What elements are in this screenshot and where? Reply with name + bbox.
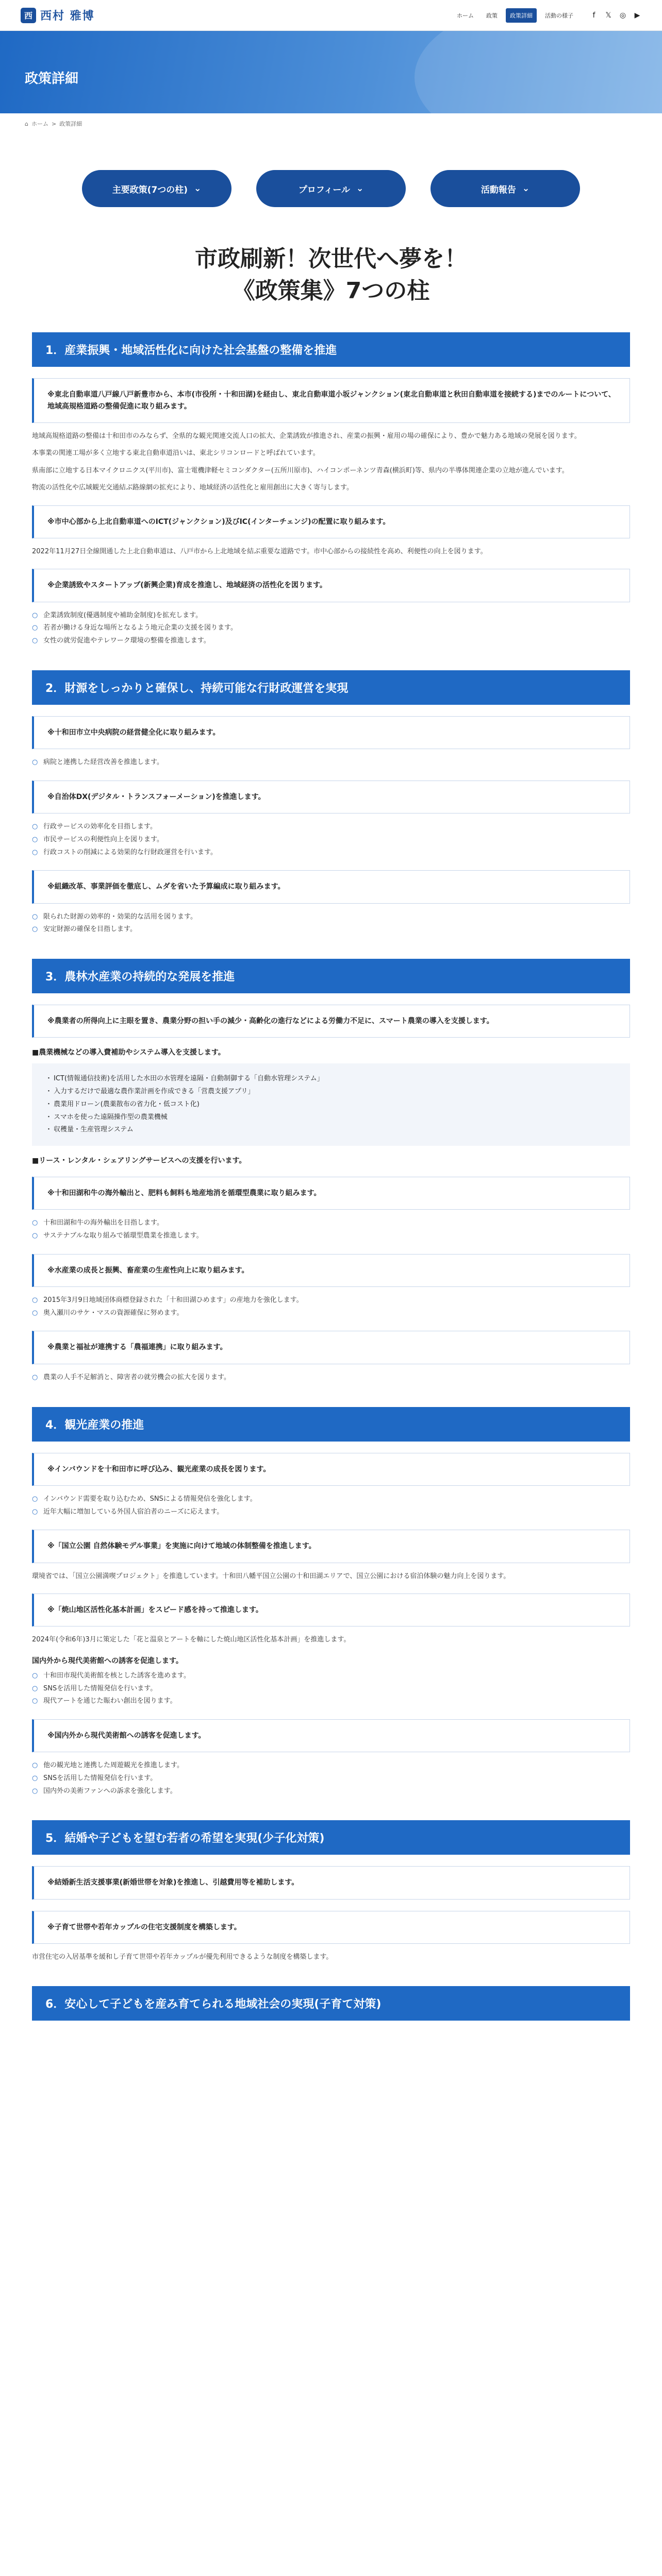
list-item: ○ 行政コストの削減による効果的な行財政運営を行います。 bbox=[32, 846, 630, 859]
policy-box: ※組織改革、事業評価を徹底し、ムダを省いた予算編成に取り組みます。 bbox=[32, 870, 630, 903]
policy-box: ※「焼山地区活性化基本計画」をスピード感を持って推進します。 bbox=[32, 1594, 630, 1626]
checklist bbox=[32, 1493, 630, 1518]
youtube-icon[interactable]: ▶ bbox=[634, 11, 640, 20]
list-item: ○ 女性の就労促進やテレワーク環境の整備を推進します。 bbox=[32, 635, 630, 648]
headline-line2: 《政策集》7つの柱 bbox=[232, 277, 430, 304]
paragraph: 環境省では、「国立公園満喫プロジェクト」を推進しています。十和田八幡平国立公園の十和田湖エリアで、国立公園における宿泊体験の魅力向上を図ります。 bbox=[32, 1572, 510, 1580]
section-6-title: 6．安心して子どもを産み育てられる地域社会の実現(子育て対策) bbox=[32, 1986, 630, 2021]
checklist bbox=[32, 756, 630, 769]
home-icon: ⌂ bbox=[25, 120, 28, 127]
policy-box: ※東北自動車道八戸線八戸新豊市から、本市(市役所・十和田湖)を経由し、東北自動車道小坂ジャンクション(東北自動車道と秋田自動車道を接続する)までのルートについて、地域高規格道路の整備促進に取り組みます。 bbox=[32, 378, 630, 423]
list-item: ○ 十和田湖和牛の海外輸出を目指します。 bbox=[32, 1217, 630, 1230]
section-3-title: 3．農林水産業の持続的な発展を推進 bbox=[32, 959, 630, 993]
nav-policy[interactable]: 政策 bbox=[486, 12, 498, 19]
list-item: ○ 市民サービスの利便性向上を図ります。 bbox=[32, 834, 630, 846]
policy-box: ※農業と福祉が連携する「農福連携」に取り組みます。 bbox=[32, 1331, 630, 1364]
breadcrumb-current: 政策詳細 bbox=[59, 121, 82, 127]
list-item: ○ 行政サービスの効率化を目指します。 bbox=[32, 821, 630, 834]
social-links bbox=[590, 11, 641, 20]
paragraph: 本事業の関連工場が多く立地する東北自動車道沿いは、東北シリコンロードと呼ばれています。 bbox=[32, 449, 320, 457]
checklist bbox=[32, 821, 630, 859]
checklist bbox=[32, 1759, 630, 1798]
policy-box: ※十和田湖和牛の海外輸出と、肥料も飼料も地産地消を循環型農業に取り組みます。 bbox=[32, 1177, 630, 1210]
paragraph: 物流の活性化や広域観光交通結ぶ路線網の拡充により、地域経済の活性化と雇用創出に大きく寄与します。 bbox=[32, 484, 353, 492]
paragraph: 県南部に立地する日本マイクロニクス(平川市)、富士電機津軽セミコンダクター(五所川原市)、ハイコンポーネンツ青森(横浜町)等、県内の半導体関連企業の立地が進んでいます。 bbox=[32, 466, 569, 474]
list-item: ・ 入力するだけで最適な農作業計画を作成できる「営農支援アプリ」 bbox=[45, 1086, 617, 1098]
policy-box: ※国内外から現代美術館への誘客を促進します。 bbox=[32, 1719, 630, 1752]
checklist bbox=[32, 1670, 630, 1708]
section-pills bbox=[0, 170, 662, 207]
policy-pill-button[interactable] bbox=[82, 170, 231, 207]
main-headline bbox=[0, 243, 662, 307]
profile-pill-button[interactable] bbox=[256, 170, 406, 207]
breadcrumb-home[interactable]: ホーム bbox=[31, 121, 48, 127]
list-item: ○ 企業誘致制度(優遇制度や補助金制度)を拡充します。 bbox=[32, 609, 630, 622]
policy-pill-label: 主要政策(7つの柱) bbox=[112, 184, 188, 195]
main-nav bbox=[453, 8, 641, 23]
policy-box: ※農業者の所得向上に主眼を置き、農業分野の担い手の減少・高齢化の進行などによる労働力不足に、スマート農業の導入を支援します。 bbox=[32, 1005, 630, 1038]
subheading: ■農業機械などの導入費補助やシステム導入を支援します。 bbox=[32, 1048, 225, 1057]
nav-home[interactable]: ホーム bbox=[457, 12, 474, 19]
list-item: ○ SNSを活用した情報発信を行います。 bbox=[32, 1772, 630, 1785]
paragraph: 2024年(令和6年)3月に策定した「花と温泉とアートを軸にした焼山地区活性化基本計画」を推進します。 bbox=[32, 1636, 351, 1644]
x-icon[interactable]: 𝕏 bbox=[605, 11, 611, 20]
report-pill-button[interactable] bbox=[431, 170, 580, 207]
chevron-down-icon: ⌄ bbox=[194, 183, 202, 194]
list-item: ○ インバウンド需要を取り込むため、SNSによる情報発信を強化します。 bbox=[32, 1493, 630, 1506]
policy-box: ※水産業の成長と振興、畜産業の生産性向上に取り組みます。 bbox=[32, 1254, 630, 1287]
list-item: ○ 奥入瀬川のサケ・マスの資源確保に努めます。 bbox=[32, 1307, 630, 1320]
policy-box: ※十和田市立中央病院の経営健全化に取り組みます。 bbox=[32, 716, 630, 749]
list-item: ・ 収穫量・生産管理システム bbox=[45, 1124, 617, 1137]
policy-box: ※子育て世帯や若年カップルの住宅支援制度を構築します。 bbox=[32, 1911, 630, 1944]
list-item: ・ 農業用ドローン(農薬散布の省力化・低コスト化) bbox=[45, 1098, 617, 1111]
list-item: ○ 十和田市現代美術館を核とした誘客を進めます。 bbox=[32, 1670, 630, 1683]
facebook-icon[interactable]: f bbox=[592, 11, 595, 20]
breadcrumb-separator: > bbox=[51, 120, 57, 127]
logo-text: 西村 雅博 bbox=[40, 10, 95, 23]
list-item: ○ 国内外の美術ファンへの訴求を強化します。 bbox=[32, 1785, 630, 1798]
list-item: ○ 限られた財源の効率的・効果的な活用を図ります。 bbox=[32, 911, 630, 924]
list-item: ○ 病院と連携した経営改善を推進します。 bbox=[32, 756, 630, 769]
paragraph: 地域高規格道路の整備は十和田市のみならず、全県的な観光関連交流人口の拡大、企業誘致が推進され、産業の振興・雇用の場の確保により、豊かで魅力ある地域の発展を図ります。 bbox=[32, 432, 581, 440]
chevron-down-icon: ⌄ bbox=[522, 183, 530, 194]
checklist bbox=[32, 609, 630, 648]
section-1-title: 1．産業振興・地域活性化に向けた社会基盤の整備を推進 bbox=[32, 332, 630, 367]
policy-box: ※「国立公園 自然体験モデル事業」を実施に向けて地域の体制整備を推進します。 bbox=[32, 1530, 630, 1563]
info-panel bbox=[32, 1063, 630, 1145]
page-title: 政策詳細 bbox=[25, 71, 79, 87]
headline-line1: 市政刷新！次世代へ夢を！ bbox=[195, 246, 467, 272]
policy-box: ※企業誘致やスタートアップ(新興企業)育成を推進し、地域経済の活性化を図ります。 bbox=[32, 569, 630, 602]
list-item: ○ 現代アートを通じた賑わい創出を図ります。 bbox=[32, 1695, 630, 1708]
list-item: ○ 安定財源の確保を目指します。 bbox=[32, 923, 630, 936]
profile-pill-label: プロフィール bbox=[298, 184, 351, 195]
breadcrumb bbox=[0, 113, 662, 134]
chevron-down-icon: ⌄ bbox=[356, 183, 364, 194]
list-item: ・ ICT(情報通信技術)を活用した水田の水管理を遠隔・自動制御する「自動水管理システム」 bbox=[45, 1073, 617, 1086]
list-item: ・ スマホを使った遠隔操作型の農業機械 bbox=[45, 1111, 617, 1124]
list-item: ○ SNSを活用した情報発信を行います。 bbox=[32, 1683, 630, 1696]
section-5-title: 5．結婚や子どもを望む若者の希望を実現(少子化対策) bbox=[32, 1820, 630, 1855]
policy-box: ※自治体DX(デジタル・トランスフォーメーション)を推進します。 bbox=[32, 781, 630, 814]
policy-box: ※インバウンドを十和田市に呼び込み、観光産業の成長を図ります。 bbox=[32, 1453, 630, 1486]
nav-activity[interactable]: 活動の様子 bbox=[545, 12, 573, 19]
list-item: ○ サステナブルな取り組みで循環型農業を推進します。 bbox=[32, 1230, 630, 1243]
policy-box: ※市中心部から上北自動車道へのICT(ジャンクション)及びIC(インターチェンジ)の配置に取り組みます。 bbox=[32, 505, 630, 538]
section-4-title: 4．観光産業の推進 bbox=[32, 1407, 630, 1442]
list-item: ○ 2015年3月9日地域団体商標登録された「十和田湖ひめます」の産地力を強化します。 bbox=[32, 1294, 630, 1307]
nav-policy-detail[interactable]: 政策詳細 bbox=[506, 8, 537, 23]
list-item: ○ 他の観光地と連携した周遊観光を推進します。 bbox=[32, 1759, 630, 1772]
subheading: ■リース・レンタル・シェアリングサービスへの支援を行います。 bbox=[32, 1156, 246, 1165]
list-item: ○ 近年大幅に増加している外国人宿泊者のニーズに応えます。 bbox=[32, 1506, 630, 1519]
top-bar bbox=[0, 0, 662, 31]
checklist bbox=[32, 1294, 630, 1319]
checklist bbox=[32, 1217, 630, 1242]
logo-mark: 西 bbox=[21, 8, 36, 23]
policy-content bbox=[32, 332, 630, 2020]
checklist bbox=[32, 1371, 630, 1384]
paragraph: 2022年11月27日全線開通した上北自動車道は、八戸市から上北地域を結ぶ重要な道路です。市中心部からの接続性を高め、利便性の向上を図ります。 bbox=[32, 547, 487, 555]
policy-box: ※結婚新生活支援事業(新婚世帯を対象)を推進し、引越費用等を補助します。 bbox=[32, 1866, 630, 1899]
page-banner bbox=[0, 31, 662, 113]
paragraph: 市営住宅の入居基準を緩和し子育て世帯や若年カップルが優先利用できるような制度を構築します。 bbox=[32, 1953, 333, 1961]
subheading: 国内外から現代美術館への誘客を促進します。 bbox=[32, 1656, 183, 1665]
section-2-title: 2．財源をしっかりと確保し、持続可能な行財政運営を実現 bbox=[32, 670, 630, 705]
report-pill-label: 活動報告 bbox=[481, 184, 516, 195]
list-item: ○ 若者が働ける身近な場所となるよう地元企業の支援を図ります。 bbox=[32, 622, 630, 635]
checklist bbox=[32, 911, 630, 936]
instagram-icon[interactable]: ◎ bbox=[619, 11, 626, 20]
list-item: ○ 農業の人手不足解消と、障害者の就労機会の拡大を図ります。 bbox=[32, 1371, 630, 1384]
site-logo[interactable] bbox=[21, 7, 95, 23]
